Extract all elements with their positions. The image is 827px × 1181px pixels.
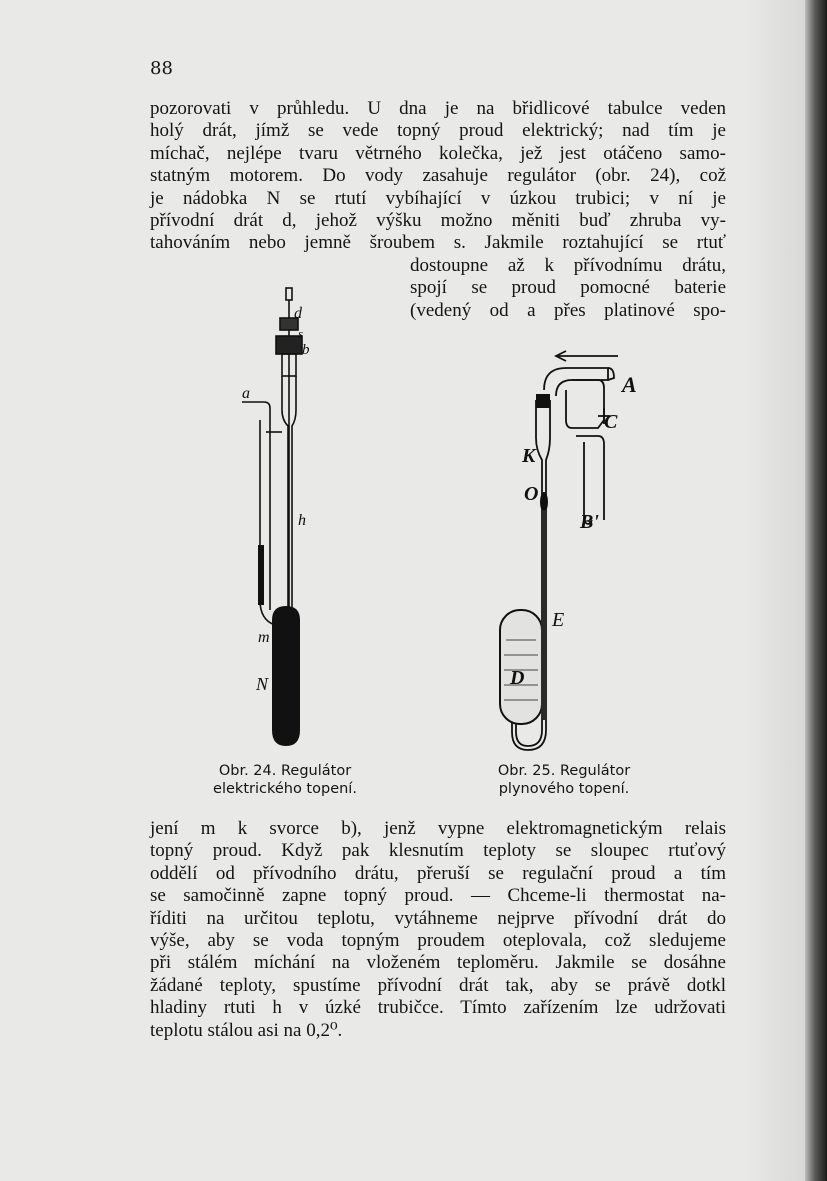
lead-a — [242, 402, 270, 610]
mercury-column — [258, 545, 264, 605]
label-N: N — [256, 674, 269, 694]
text-line: statným motorem. Do vody zasahuje regulátor (obr. 24), což — [150, 165, 726, 187]
caption-line: plynového topení. — [498, 781, 630, 797]
chamber-upper — [566, 380, 604, 428]
text-line: (vedený od a přes platinové spo- — [410, 299, 726, 321]
text-line: je nádobka N se rtutí vybíhající v úzkou trubici; v ní je — [150, 187, 726, 209]
capillary-left-wall — [282, 376, 288, 610]
text-line: tahováním nebo jemně šroubem s. Jakmile roztahující se rtuť — [150, 232, 726, 254]
capillary-right-wall — [292, 376, 296, 610]
page-number: 88 — [150, 58, 173, 79]
caption-line: elektrického topení. — [213, 781, 357, 797]
mercury-level-O — [540, 492, 548, 512]
mercury-column-E — [541, 510, 547, 720]
caption-line: Obr. 25. Regulátor — [497, 763, 631, 779]
label-K: K — [522, 445, 536, 467]
wire-terminal — [286, 288, 292, 300]
text-line: říditi na určitou teplotu, vytáhneme nejprve přívodní drát do — [150, 907, 726, 929]
gas-inlet-A — [608, 368, 614, 380]
figure-25-regulator-diagram — [480, 350, 680, 760]
figure-24-caption — [190, 762, 380, 798]
label-s: s — [298, 326, 304, 341]
paragraph-continuation — [150, 818, 726, 1042]
text-line: dostoupne až k přívodnímu drátu, — [410, 255, 726, 276]
text-line: výše, aby se voda topným proudem oteplovala, což sledujeme — [150, 930, 726, 952]
clamp-K — [536, 394, 550, 408]
label-a: a — [242, 385, 250, 402]
text-line: holý drát, jímž se vede topný proud elektrický; nad tím je — [150, 120, 726, 142]
label-D: D — [510, 667, 525, 689]
paragraph-intro — [150, 98, 726, 255]
text-line: žádané teploty, spustíme přívodní drát tak, aby se právě dotkl — [150, 974, 726, 996]
paragraph-wrap-around-figure — [410, 255, 726, 322]
text-line: teplotu stálou asi na 0,2⁰. — [150, 1019, 343, 1041]
label-b: b — [302, 342, 310, 358]
text-line: hladiny rtuti h v úzké trubičce. Tímto zařízením lze udržovati — [150, 997, 726, 1019]
text-line: oddělí od přívodního drátu, přeruší se regulační proud a tím — [150, 862, 726, 884]
mercury-vessel-N — [272, 606, 300, 746]
text-line: spojí se proud pomocné baterie — [410, 277, 726, 299]
label-C: C — [604, 411, 618, 433]
label-E: E — [552, 609, 565, 631]
label-d: d — [294, 305, 302, 322]
gas-manifold — [544, 368, 608, 396]
text-line: se samočinně zapne topný proud. — Chceme-li thermostat na- — [150, 885, 726, 907]
label-A: A — [622, 372, 637, 397]
text-line: jení m k svorce b), jenž vypne elektromagnetickým relais — [150, 818, 726, 839]
label-h: h — [298, 512, 306, 529]
u-bend-outer — [516, 722, 542, 746]
text-line: topný proud. Když pak klesnutím teploty se sloupec rtuťový — [150, 840, 726, 862]
label-O: O — [524, 483, 539, 505]
book-spine-edge — [805, 0, 827, 1181]
page-gutter-shadow — [745, 0, 805, 1181]
text-line: přívodní drát d, jehož výšku možno měniti buď zhruba vy- — [150, 210, 726, 232]
label-B: B' — [580, 511, 599, 533]
label-m: m — [258, 629, 270, 646]
text-line: míchač, nejlépe tvaru větrného kolečka, jež jest otáčeno samo- — [150, 142, 726, 164]
caption-line: Obr. 24. Regulátor — [218, 763, 352, 779]
figure-25-caption — [474, 762, 654, 798]
chamber-lower — [576, 436, 604, 520]
figure-24-regulator-diagram — [220, 280, 340, 760]
text-line: pozorovati v průhledu. U dna je na břidlicové tabulce veden — [150, 98, 726, 119]
text-line: při stálém míchání na vloženém teploměru. Jakmile se dosáhne — [150, 952, 726, 974]
